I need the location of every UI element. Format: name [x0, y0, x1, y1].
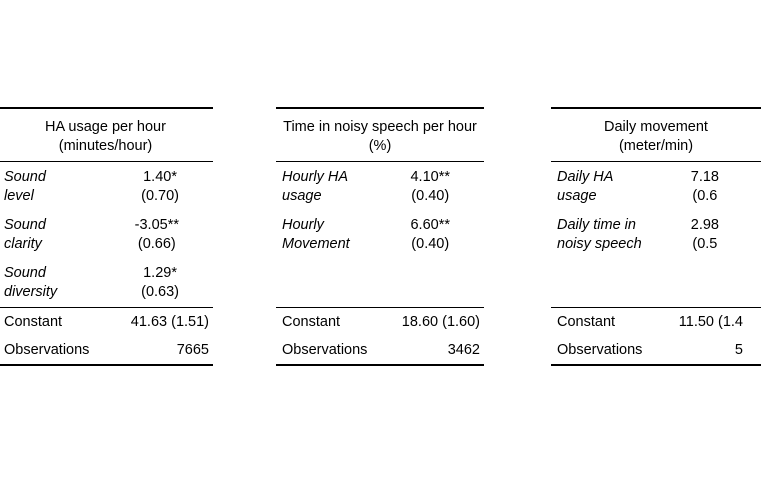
observations-label: Observations [557, 342, 643, 358]
constant-label: Constant [282, 314, 341, 330]
row-label [282, 168, 348, 206]
observations-row [276, 336, 484, 366]
table-body [551, 162, 761, 308]
coefficient-cell [410, 168, 450, 206]
regression-table-ha-usage [0, 107, 213, 366]
coefficient: -3.05** [134, 217, 179, 233]
row-label-line: usage [557, 188, 597, 204]
observations-row [0, 336, 213, 366]
observations-value: 7665 [176, 342, 209, 358]
coefficient: 1.29* [143, 265, 177, 281]
coefficient-cell [691, 168, 719, 206]
row-label-line: Sound [4, 169, 46, 185]
constant-label: Constant [557, 314, 616, 330]
header-line-1: Time in noisy speech per hour [283, 119, 477, 135]
regression-table-noisy-speech [276, 107, 484, 366]
standard-error: (0.70) [141, 188, 179, 204]
row-label-line: usage [282, 188, 322, 204]
standard-error: (0.40) [411, 236, 450, 252]
table-header [551, 107, 761, 162]
coefficient: 6.60** [410, 217, 450, 233]
constant-value: 18.60 (1.60) [401, 314, 480, 330]
coefficient-cell [691, 216, 719, 254]
coefficient-cell [141, 168, 179, 206]
table-row [0, 210, 213, 258]
row-label [4, 168, 46, 206]
standard-error: (0.6 [692, 188, 718, 204]
row-label-line: Hourly HA [282, 169, 349, 185]
observations-value: 3462 [447, 342, 480, 358]
observations-row [551, 336, 761, 366]
constant-row [0, 308, 213, 336]
header-line-1: Daily movement [604, 119, 708, 135]
header-line-2: (minutes/hour) [58, 138, 153, 154]
row-label-line: Daily HA [557, 169, 614, 185]
table-body [0, 162, 213, 308]
coefficient: 4.10** [410, 169, 450, 185]
coefficient: 7.18 [690, 169, 719, 185]
row-label-line: level [4, 188, 34, 204]
constant-value: 41.63 (1.51) [130, 314, 209, 330]
table-row [0, 258, 213, 306]
row-label-line: Movement [282, 236, 350, 252]
header-line-2: (meter/min) [618, 138, 694, 154]
table-row [276, 162, 484, 210]
row-label-line: Sound [4, 265, 46, 281]
table-body [276, 162, 484, 308]
constant-value: 11.50 (1.4 [678, 314, 743, 330]
coefficient: 2.98 [690, 217, 719, 233]
header-line-1: HA usage per hour [45, 119, 166, 135]
constant-row [276, 308, 484, 336]
row-label [4, 264, 57, 302]
constant-row [551, 308, 761, 336]
coefficient-cell [141, 264, 179, 302]
row-label-line: Daily time in [557, 217, 636, 233]
constant-label: Constant [4, 314, 63, 330]
regression-table-daily-movement [551, 107, 761, 366]
row-label-line: Sound [4, 217, 46, 233]
table-header [276, 107, 484, 162]
row-label-line: diversity [4, 284, 58, 300]
standard-error: (0.63) [141, 284, 179, 300]
observations-label: Observations [282, 342, 368, 358]
table-header [0, 107, 213, 162]
row-label [557, 168, 613, 206]
table-row [551, 210, 761, 258]
standard-error: (0.5 [692, 236, 718, 252]
standard-error: (0.66) [137, 236, 176, 252]
coefficient: 1.40* [143, 169, 177, 185]
table-row [276, 210, 484, 258]
row-label [282, 216, 350, 254]
row-label-line: clarity [4, 236, 42, 252]
row-label-line: noisy speech [557, 236, 642, 252]
row-label [557, 216, 642, 254]
table-row [551, 162, 761, 210]
coefficient-cell [410, 216, 450, 254]
observations-label: Observations [4, 342, 90, 358]
row-label-line: Hourly [282, 217, 324, 233]
table-row [0, 162, 213, 210]
standard-error: (0.40) [411, 188, 450, 204]
observations-value: 5 [734, 342, 743, 358]
coefficient-cell [135, 216, 179, 254]
row-label [4, 216, 46, 254]
header-line-2: (%) [368, 138, 392, 154]
